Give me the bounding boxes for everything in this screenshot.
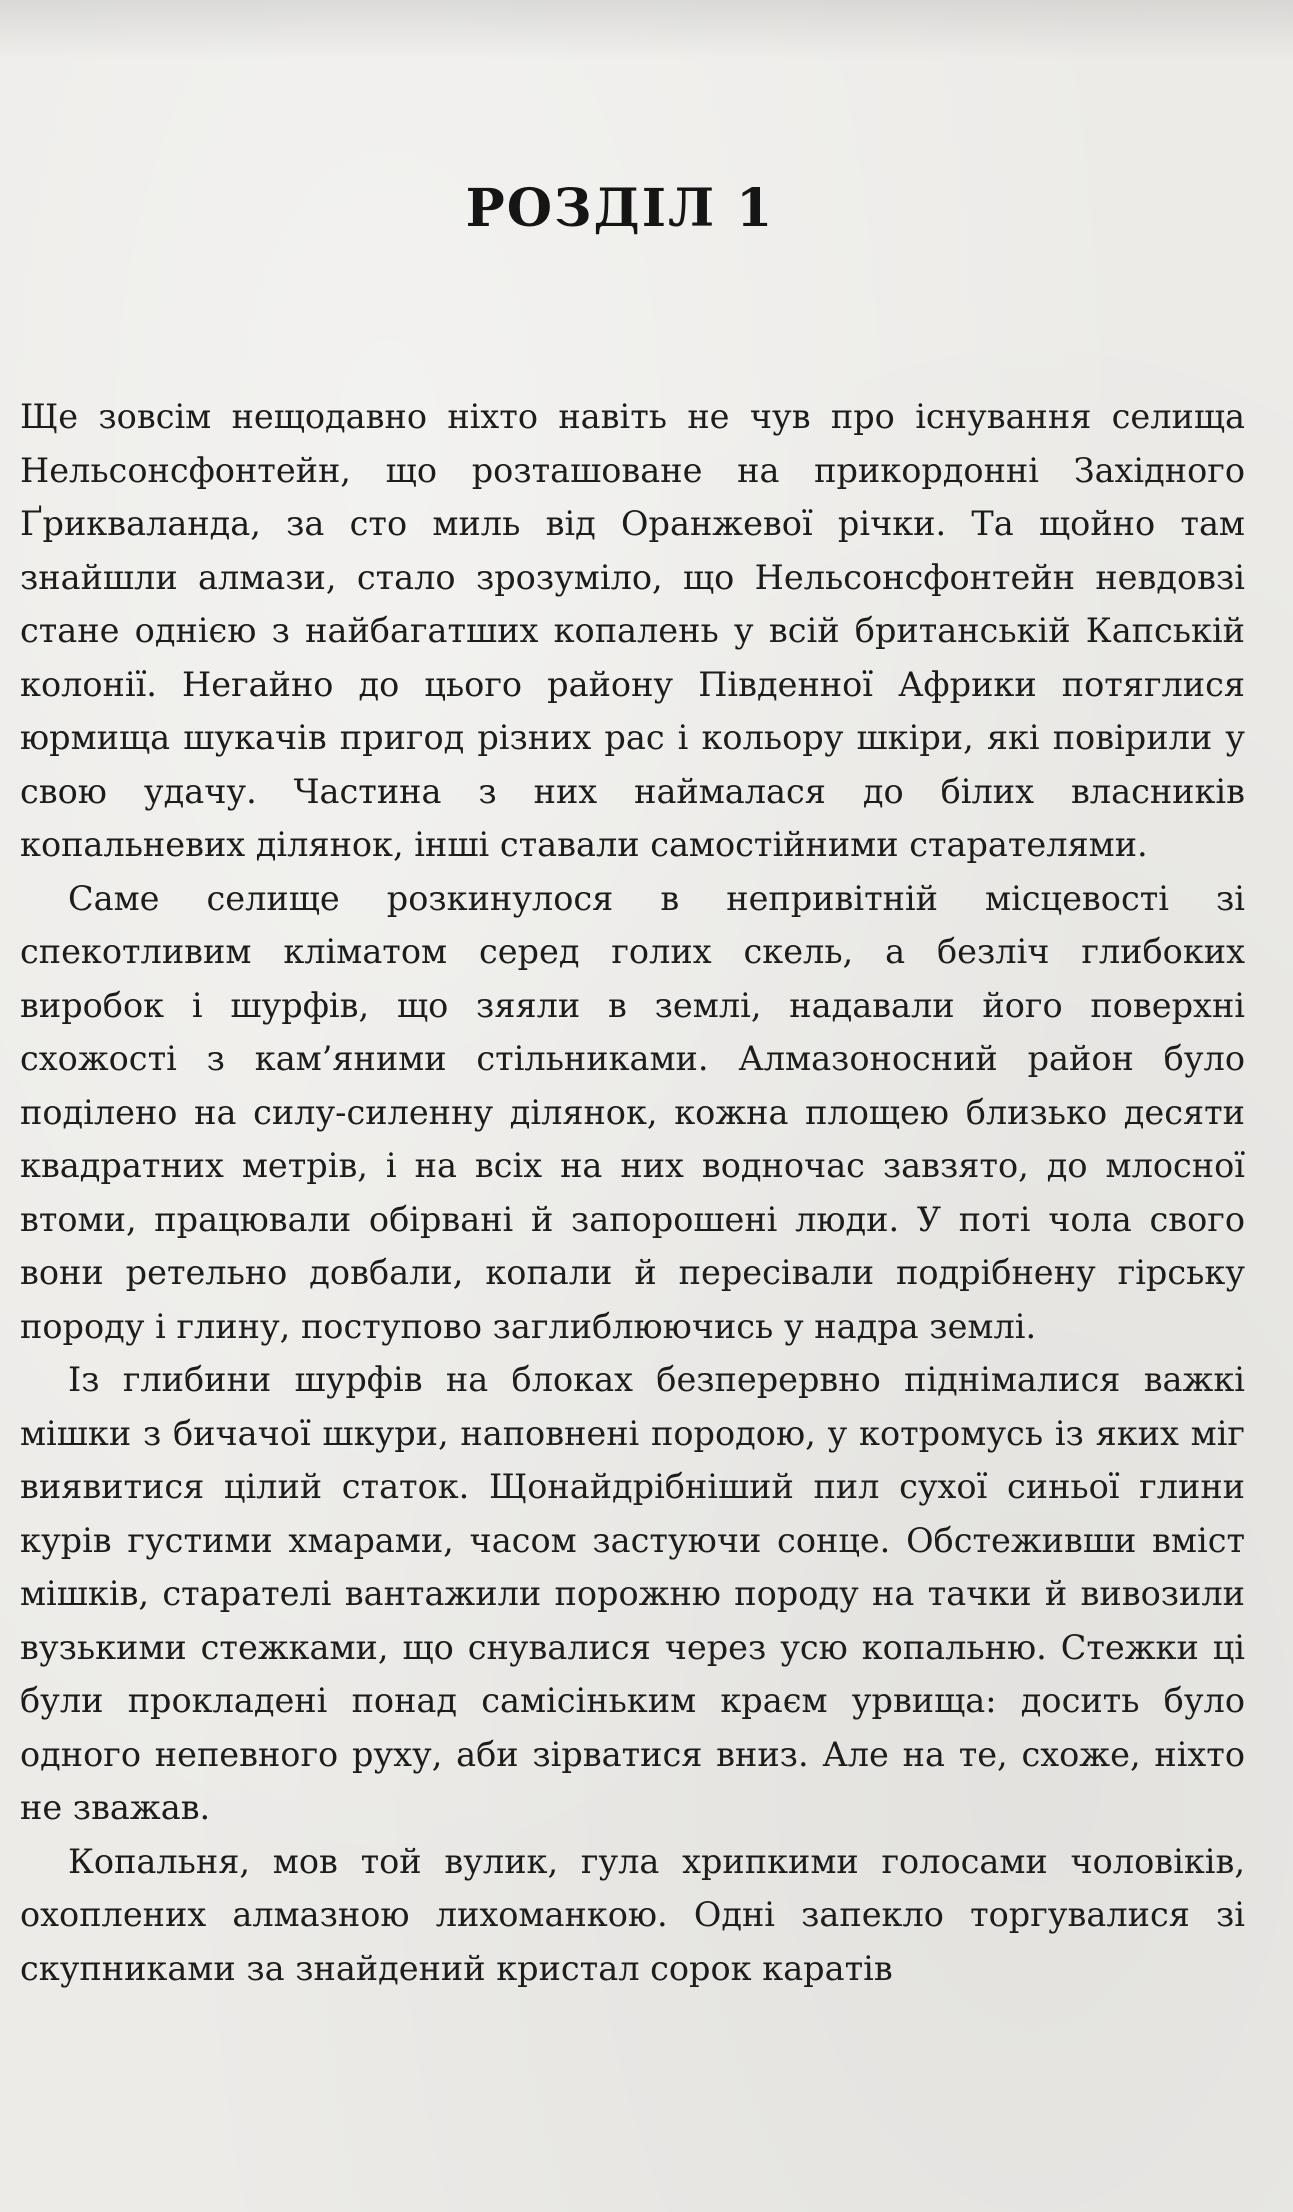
page-top-shadow	[0, 0, 1293, 60]
paragraph-1: Ще зовсім нещодавно ніхто навіть не чув про існування селища Нельсонсфонтейн, що розташоване на прикордонні Західного Ґрикваланда, за сто миль від Оранжевої річки. Та щойно там знайшли алмази, стало зрозуміло, що Нельсонсфонтейн невдовзі стане однією з найбагатших копалень у всій британській Капській колонії. Негайно до цього району Південної Африки потяглися юрмища шукачів пригод різних рас і кольору шкіри, які повірили у свою удачу. Частина з них наймалася до білих власників копальневих ділянок, інші ставали самостійними старателями.	[20, 397, 1245, 864]
chapter-title: РОЗДІЛ 1	[465, 178, 775, 239]
paragraph-3: Із глибини шурфів на блоках безперервно піднімалися важкі мішки з бичачої шкури, наповнені породою, у котромусь із яких міг виявитися цілий статок. Щонайдрібніший пил сухої синьої глини курів густими хмарами, часом застуючи сонце. Обстеживши вміст мішків, старателі вантажили порожню породу на тачки й вивозили вузькими стежками, що снувалися через усю копальню. Стежки ці були прокладені понад самісіньким краєм урвища: досить було одного непевного руху, аби зірватися вниз. Але на те, схоже, ніхто не зважав.	[20, 1360, 1245, 1827]
paragraph-4: Копальня, мов той вулик, гула хрипкими голосами чоловіків, охоплених алмазною лихоманкою. Одні запекло торгувалися зі скупниками за знайдений кристал сорок каратів	[20, 1841, 1245, 1988]
paragraph-2: Саме селище розкинулося в непривітній місцевості зі спекотливим кліматом серед голих скель, а безліч глибоких виробок і шурфів, що зяяли в землі, надавали його поверхні схожості з кам’яними стільниками. Алмазоносний район було поділено на силу-силенну ділянок, кожна площею близько десяти квадратних метрів, і на всіх на них водночас завзято, до млосної втоми, працювали обірвані й запорошені люди. У поті чола свого вони ретельно довбали, копали й пересівали подрібнену гірську породу і глину, поступово заглиблюючись у надра землі.	[20, 878, 1245, 1346]
chapter-text	[20, 390, 1245, 1995]
